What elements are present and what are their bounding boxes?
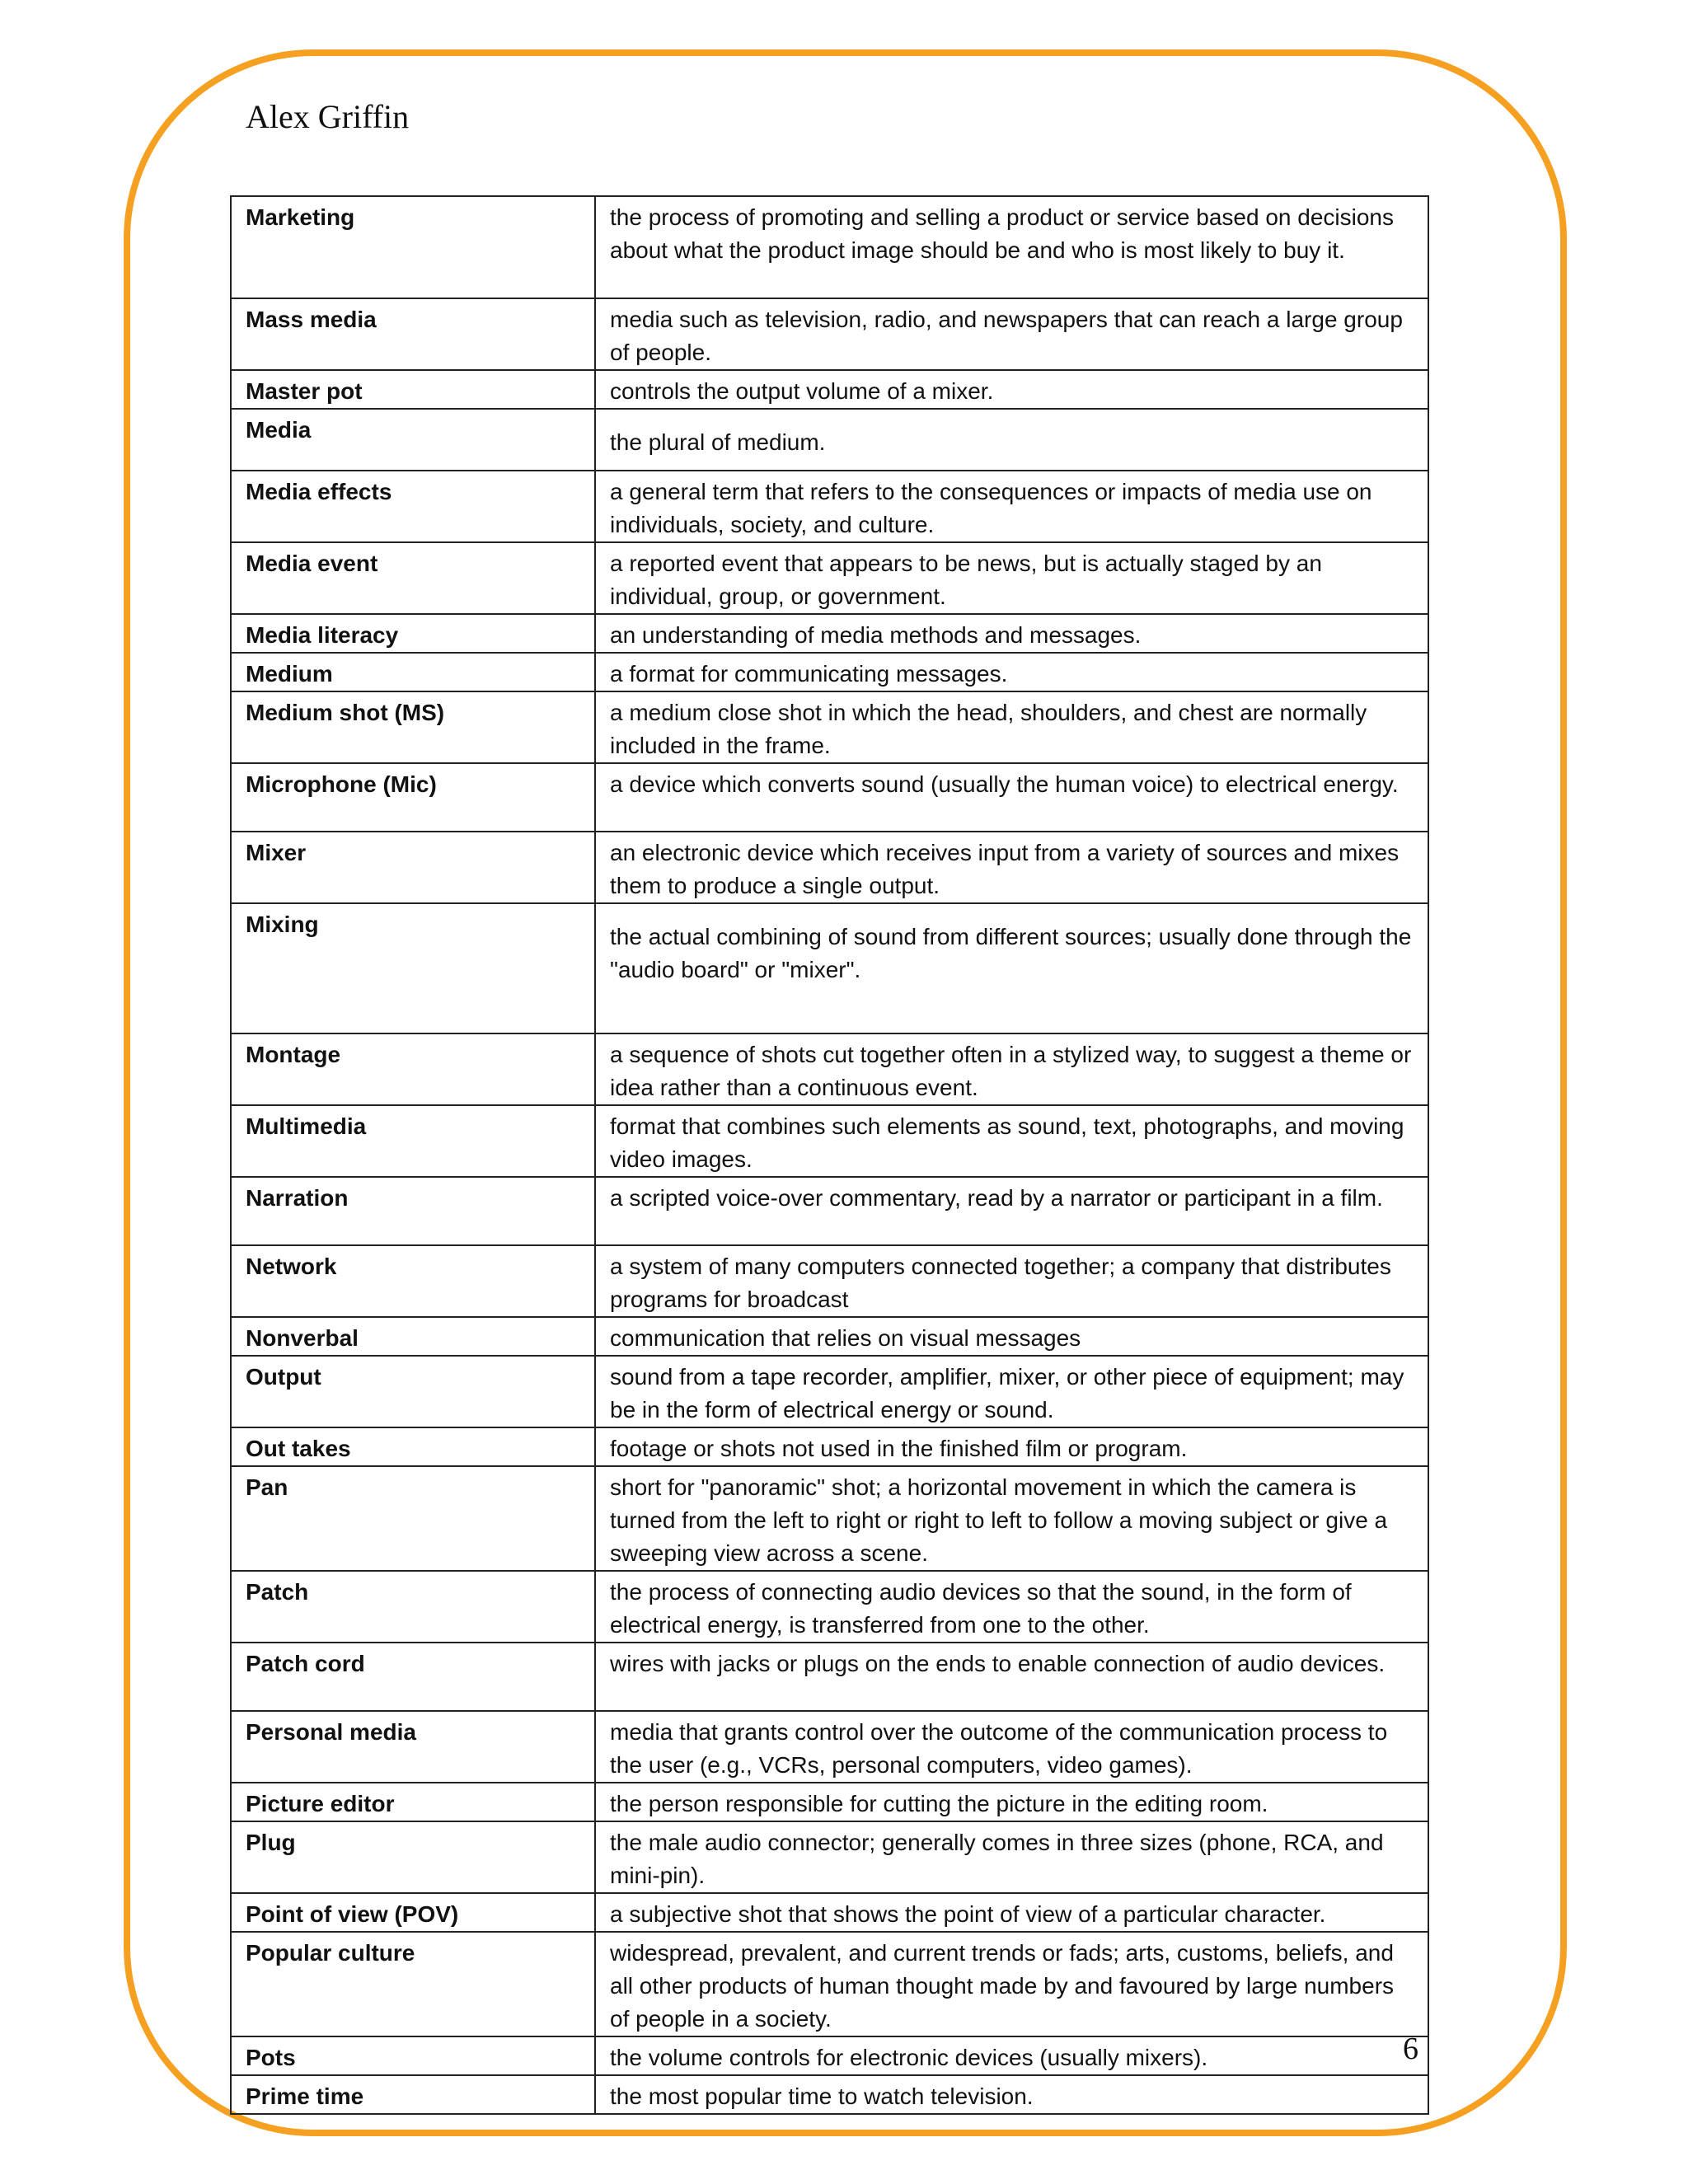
table-row: [231, 1245, 1428, 1317]
glossary-term: Narration: [231, 1177, 595, 1245]
glossary-definition: the process of connecting audio devices so that the sound, in the form of electrical energy, is transferred from one to the other.: [595, 1571, 1428, 1643]
glossary-term: Multimedia: [231, 1105, 595, 1177]
glossary-term: Pan: [231, 1466, 595, 1571]
table-row: [231, 691, 1428, 763]
glossary-term: Output: [231, 1356, 595, 1427]
glossary-term: Microphone (Mic): [231, 763, 595, 832]
table-row: [231, 471, 1428, 542]
glossary-definition: the process of promoting and selling a product or service based on decisions about what the product image should be and who is most likely to buy it.: [595, 196, 1428, 298]
table-row: [231, 903, 1428, 1033]
glossary-term: Media effects: [231, 471, 595, 542]
table-row: [231, 1317, 1428, 1356]
glossary-term: Montage: [231, 1033, 595, 1105]
glossary-term: Out takes: [231, 1427, 595, 1466]
table-row: [231, 1821, 1428, 1893]
table-row: [231, 1571, 1428, 1643]
glossary-definition: a sequence of shots cut together often in a stylized way, to suggest a theme or idea rather than a continuous event.: [595, 1033, 1428, 1105]
page-number: 6: [1403, 2032, 1418, 2066]
glossary-term: Prime time: [231, 2075, 595, 2114]
glossary-definition: short for "panoramic" shot; a horizontal movement in which the camera is turned from the left to right or right to left to follow a moving subject or give a sweeping view across a scene.: [595, 1466, 1428, 1571]
table-row: [231, 763, 1428, 832]
glossary-definition: sound from a tape recorder, amplifier, mixer, or other piece of equipment; may be in the form of electrical energy or sound.: [595, 1356, 1428, 1427]
table-row: [231, 542, 1428, 614]
table-row: [231, 653, 1428, 691]
glossary-definition: the most popular time to watch television.: [595, 2075, 1428, 2114]
table-row: [231, 196, 1428, 298]
table-row: [231, 614, 1428, 653]
glossary-definition: format that combines such elements as sound, text, photographs, and moving video images.: [595, 1105, 1428, 1177]
glossary-term: Medium: [231, 653, 595, 691]
glossary-definition: the actual combining of sound from different sources; usually done through the "audio board" or "mixer".: [595, 903, 1428, 1033]
glossary-definition: wires with jacks or plugs on the ends to enable connection of audio devices.: [595, 1643, 1428, 1711]
glossary-definition: communication that relies on visual messages: [595, 1317, 1428, 1356]
glossary-definition: a device which converts sound (usually the human voice) to electrical energy.: [595, 763, 1428, 832]
table-row: [231, 2036, 1428, 2075]
glossary-definition: a medium close shot in which the head, shoulders, and chest are normally included in the frame.: [595, 691, 1428, 763]
glossary-term: Media: [231, 409, 595, 471]
glossary-definition: a subjective shot that shows the point of view of a particular character.: [595, 1893, 1428, 1932]
table-row: [231, 2075, 1428, 2114]
glossary-definition: a scripted voice-over commentary, read by a narrator or participant in a film.: [595, 1177, 1428, 1245]
glossary-definition: the plural of medium.: [595, 409, 1428, 471]
glossary-term: Patch: [231, 1571, 595, 1643]
table-row: [231, 1893, 1428, 1932]
glossary-definition: a general term that refers to the consequences or impacts of media use on individuals, society, and culture.: [595, 471, 1428, 542]
glossary-definition: an electronic device which receives input from a variety of sources and mixes them to produce a single output.: [595, 832, 1428, 903]
table-row: [231, 1466, 1428, 1571]
table-row: [231, 1711, 1428, 1783]
table-row: [231, 1105, 1428, 1177]
table-row: [231, 832, 1428, 903]
glossary-table: [230, 195, 1429, 2115]
glossary-definition: a format for communicating messages.: [595, 653, 1428, 691]
table-row: [231, 1643, 1428, 1711]
glossary-term: Medium shot (MS): [231, 691, 595, 763]
glossary-term: Picture editor: [231, 1783, 595, 1821]
glossary-term: Mass media: [231, 298, 595, 370]
glossary-definition: widespread, prevalent, and current trends or fads; arts, customs, beliefs, and all other products of human thought made by and favoured by large numbers of people in a society.: [595, 1932, 1428, 2036]
table-row: [231, 1932, 1428, 2036]
glossary-definition: the volume controls for electronic devices (usually mixers).: [595, 2036, 1428, 2075]
glossary-term: Pots: [231, 2036, 595, 2075]
glossary-term: Marketing: [231, 196, 595, 298]
glossary-term: Mixer: [231, 832, 595, 903]
table-row: [231, 1033, 1428, 1105]
glossary-term: Popular culture: [231, 1932, 595, 2036]
glossary-body: [231, 196, 1428, 2114]
glossary-definition: controls the output volume of a mixer.: [595, 370, 1428, 409]
glossary-definition: the male audio connector; generally comes in three sizes (phone, RCA, and mini-pin).: [595, 1821, 1428, 1893]
glossary-definition: footage or shots not used in the finished film or program.: [595, 1427, 1428, 1466]
glossary-definition: an understanding of media methods and messages.: [595, 614, 1428, 653]
table-row: [231, 370, 1428, 409]
glossary-term: Media event: [231, 542, 595, 614]
glossary-term: Master pot: [231, 370, 595, 409]
glossary-term: Mixing: [231, 903, 595, 1033]
glossary-term: Plug: [231, 1821, 595, 1893]
glossary-definition: media that grants control over the outcome of the communication process to the user (e.g., VCRs, personal computers, video games).: [595, 1711, 1428, 1783]
author-header: Alex Griffin: [246, 98, 410, 135]
glossary-definition: a reported event that appears to be news, but is actually staged by an individual, group, or government.: [595, 542, 1428, 614]
table-row: [231, 1177, 1428, 1245]
glossary-term: Patch cord: [231, 1643, 595, 1711]
table-row: [231, 298, 1428, 370]
glossary-definition: a system of many computers connected together; a company that distributes programs for broadcast: [595, 1245, 1428, 1317]
glossary-term: Network: [231, 1245, 595, 1317]
table-row: [231, 1427, 1428, 1466]
table-row: [231, 1356, 1428, 1427]
glossary-definition: media such as television, radio, and newspapers that can reach a large group of people.: [595, 298, 1428, 370]
glossary-definition: the person responsible for cutting the picture in the editing room.: [595, 1783, 1428, 1821]
glossary-term: Media literacy: [231, 614, 595, 653]
table-row: [231, 409, 1428, 471]
glossary-term: Point of view (POV): [231, 1893, 595, 1932]
glossary-term: Nonverbal: [231, 1317, 595, 1356]
table-row: [231, 1783, 1428, 1821]
glossary-term: Personal media: [231, 1711, 595, 1783]
